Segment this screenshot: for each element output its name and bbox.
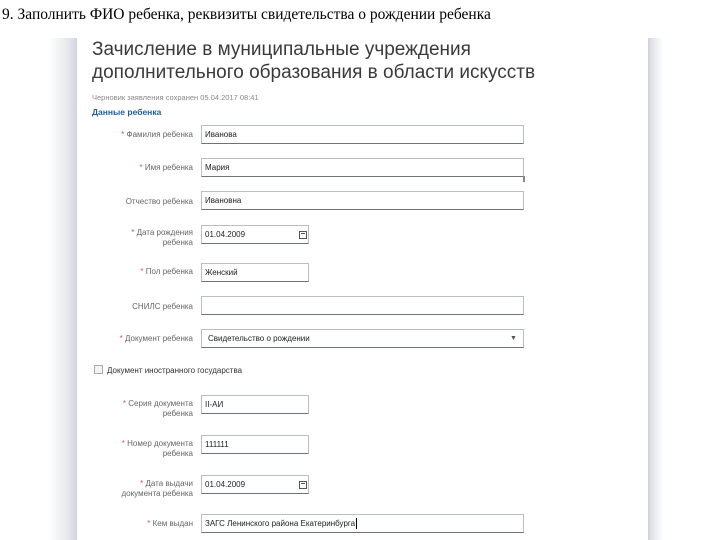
form-screen	[76, 38, 649, 540]
issue-date-input[interactable]: 01.04.2009	[201, 475, 309, 494]
issued-by-input[interactable]	[201, 514, 524, 533]
required-mark: *	[131, 228, 135, 237]
chevron-down-icon[interactable]: ▼	[510, 335, 517, 342]
scroll-handle[interactable]	[523, 176, 525, 182]
snils-label: СНИЛС ребенка	[132, 302, 193, 311]
text-cursor	[356, 518, 357, 529]
snils-input[interactable]	[201, 296, 524, 315]
required-mark: *	[139, 163, 143, 172]
form-title	[92, 38, 592, 84]
last-name-label: * Фамилия ребенка	[121, 130, 193, 139]
gender-label: * Пол ребенка	[140, 267, 193, 276]
patronymic-label: Отчество ребенка	[125, 197, 193, 206]
gender-input[interactable]: Женский	[201, 263, 309, 282]
draft-saved-note: Черновик заявления сохранен 05.04.2017 08:41	[92, 93, 259, 102]
page-shadow-left	[48, 38, 76, 540]
calendar-icon[interactable]	[299, 231, 307, 239]
form-title-line1: Зачисление в муниципальные учреждения	[92, 39, 471, 60]
required-mark: *	[122, 399, 127, 408]
issued-by-value: ЗАГС Ленинского района Екатеринбурга	[205, 519, 356, 528]
last-name-input[interactable]: Иванова	[201, 125, 524, 144]
required-mark: *	[121, 439, 125, 448]
calendar-icon[interactable]	[299, 481, 307, 489]
form-title-line2: дополнительного образования в области искусств	[92, 62, 536, 83]
slide-caption: 9. Заполнить ФИО ребенка, реквизиты свидетельства о рождении ребенка	[2, 6, 491, 23]
doc-number-label: * Номер документа ребенка	[121, 439, 193, 458]
required-mark: *	[121, 130, 125, 139]
foreign-document-label: Документ иностранного государства	[107, 366, 243, 375]
section-title-child-data: Данные ребенка	[92, 107, 162, 117]
patronymic-input[interactable]: Ивановна	[201, 191, 524, 210]
document-select[interactable]: Свидетельство о рождении	[201, 329, 524, 348]
doc-series-input[interactable]: II-АИ	[201, 395, 309, 414]
doc-number-input[interactable]: 111111	[201, 435, 309, 454]
birth-date-input[interactable]: 01.04.2009	[201, 225, 309, 244]
issued-by-label: * Кем выдан	[147, 519, 193, 528]
doc-series-label: * Серия документа ребенка	[122, 399, 193, 418]
page-shadow-right	[647, 38, 663, 540]
birth-date-label: * Дата рождения ребенка	[131, 228, 193, 247]
document-label: * Документ ребенка	[119, 334, 193, 343]
required-mark: *	[147, 519, 151, 528]
required-mark: *	[119, 334, 123, 343]
first-name-label: * Имя ребенка	[139, 163, 193, 172]
required-mark: *	[140, 267, 144, 276]
first-name-input[interactable]: Мария	[201, 158, 524, 177]
issue-date-label: * Дата выдачи документа ребенка	[121, 479, 193, 498]
required-mark: *	[140, 479, 144, 488]
foreign-document-checkbox[interactable]	[94, 365, 103, 374]
